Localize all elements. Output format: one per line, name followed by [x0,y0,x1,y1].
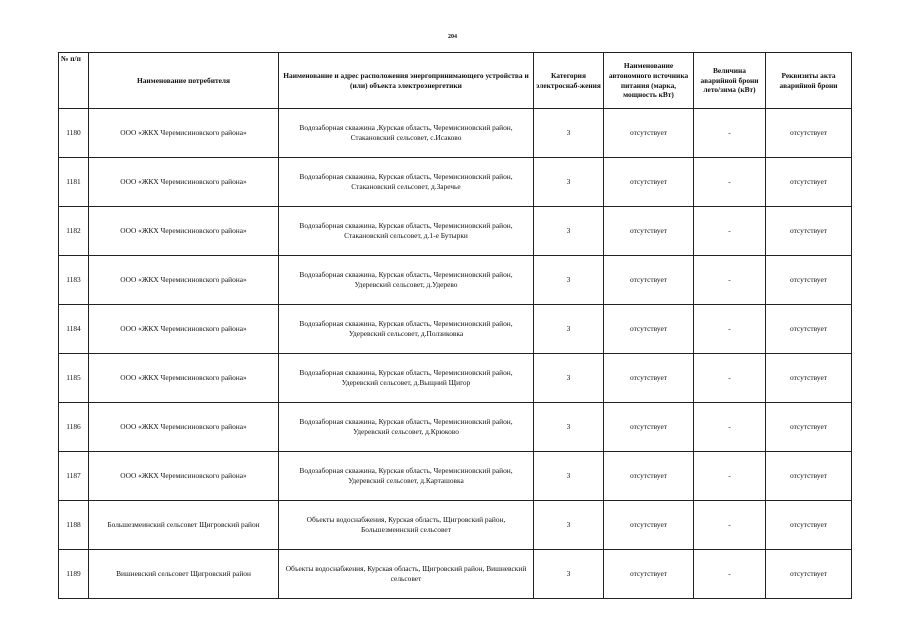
row-number: 1188 [59,501,89,550]
power-source: отсутствует [604,501,694,550]
header-category: Категория электроснаб-жения [534,53,604,109]
act-details: отсутствует [766,550,852,599]
act-details: отсутствует [766,158,852,207]
table-row [59,501,852,550]
power-source: отсутствует [604,256,694,305]
act-details: отсутствует [766,403,852,452]
reserve-value: - [694,158,766,207]
table-row [59,354,852,403]
table-row [59,256,852,305]
header-object: Наименование и адрес расположения энергопринимающего устройства и (или) объекта электроэнергетики [279,53,534,109]
act-details: отсутствует [766,109,852,158]
power-source: отсутствует [604,305,694,354]
power-source: отсутствует [604,403,694,452]
object-address: Водозаборная скважина ,Курская область, Черемисиновский район, Стакановский сельсовет, с.Исаково [279,109,534,158]
object-address: Водозаборная скважина, Курская область, Черемисиновский район, Удеревский сельсовет, д.Выщний Щигор [279,354,534,403]
consumer-name: ООО «ЖКХ Черемисиновского района» [89,354,279,403]
supply-category: 3 [534,501,604,550]
header-row [59,53,852,109]
page-number: 204 [448,34,457,40]
object-address: Водозаборная скважина, Курская область, Черемисиновский район, Удеревский сельсовет, д.Удерево [279,256,534,305]
consumer-name: ООО «ЖКХ Черемисиновского района» [89,403,279,452]
row-number: 1185 [59,354,89,403]
row-number: 1183 [59,256,89,305]
reserve-value: - [694,109,766,158]
supply-category: 3 [534,452,604,501]
row-number: 1186 [59,403,89,452]
act-details: отсутствует [766,354,852,403]
row-number: 1180 [59,109,89,158]
consumer-name: ООО «ЖКХ Черемисиновского района» [89,109,279,158]
act-details: отсутствует [766,452,852,501]
supply-category: 3 [534,158,604,207]
supply-category: 3 [534,207,604,256]
act-details: отсутствует [766,305,852,354]
header-num: № п/п [59,53,89,109]
supply-category: 3 [534,354,604,403]
object-address: Водозаборная скважина, Курская область, Черемисиновский район, Удеревский сельсовет, д.Карташовка [279,452,534,501]
power-source: отсутствует [604,158,694,207]
consumer-name: ООО «ЖКХ Черемисиновского района» [89,256,279,305]
act-details: отсутствует [766,207,852,256]
act-details: отсутствует [766,501,852,550]
object-address: Объекты водоснабжения, Курская область, Щигровский район, Большезмеинский сельсовет [279,501,534,550]
row-number: 1181 [59,158,89,207]
consumer-name: Вишневский сельсовет Щигровский район [89,550,279,599]
table-row [59,207,852,256]
object-address: Водозаборная скважина, Курская область, Черемисиновский район, Стакановский сельсовет, д.1-е Бутырки [279,207,534,256]
row-number: 1184 [59,305,89,354]
consumer-name: ООО «ЖКХ Черемисиновского района» [89,452,279,501]
reserve-value: - [694,501,766,550]
row-number: 1189 [59,550,89,599]
act-details: отсутствует [766,256,852,305]
reserve-value: - [694,305,766,354]
table-row [59,452,852,501]
supply-category: 3 [534,109,604,158]
reserve-value: - [694,207,766,256]
table-row [59,109,852,158]
power-source: отсутствует [604,207,694,256]
header-reserve: Величина аварийной брони лето/зима (кВт) [694,53,766,109]
reserve-value: - [694,256,766,305]
consumer-name: ООО «ЖКХ Черемисиновского района» [89,207,279,256]
row-number: 1187 [59,452,89,501]
consumer-name: ООО «ЖКХ Черемисиновского района» [89,158,279,207]
supply-category: 3 [534,256,604,305]
reserve-value: - [694,452,766,501]
reserve-value: - [694,403,766,452]
reserve-value: - [694,550,766,599]
object-address: Водозаборная скважина, Курская область, Черемисиновский район, Удеревский сельсовет, д.Крюково [279,403,534,452]
reserve-value: - [694,354,766,403]
table-row [59,403,852,452]
power-source: отсутствует [604,109,694,158]
supply-category: 3 [534,550,604,599]
row-number: 1182 [59,207,89,256]
supply-category: 3 [534,305,604,354]
supply-category: 3 [534,403,604,452]
consumer-name: Большезмеинский сельсовет Щигровский район [89,501,279,550]
object-address: Объекты водоснабжения, Курская область, Щигровский район, Вишневский сельсовет [279,550,534,599]
header-act: Реквизиты акта аварийной брони [766,53,852,109]
power-source: отсутствует [604,354,694,403]
registry-table [58,52,852,599]
table-row [59,305,852,354]
object-address: Водозаборная скважина, Курская область, Черемисиновский район, Удеревский сельсовет, д.Ползиковка [279,305,534,354]
power-source: отсутствует [604,452,694,501]
header-source: Наименование автономного источника питания (марка, мощность кВт) [604,53,694,109]
object-address: Водозаборная скважина, Курская область, Черемисиновский район, Стакановский сельсовет, д.Заречье [279,158,534,207]
header-consumer: Наименование потребителя [89,53,279,109]
consumer-name: ООО «ЖКХ Черемисиновского района» [89,305,279,354]
power-source: отсутствует [604,550,694,599]
table-row [59,550,852,599]
table-row [59,158,852,207]
